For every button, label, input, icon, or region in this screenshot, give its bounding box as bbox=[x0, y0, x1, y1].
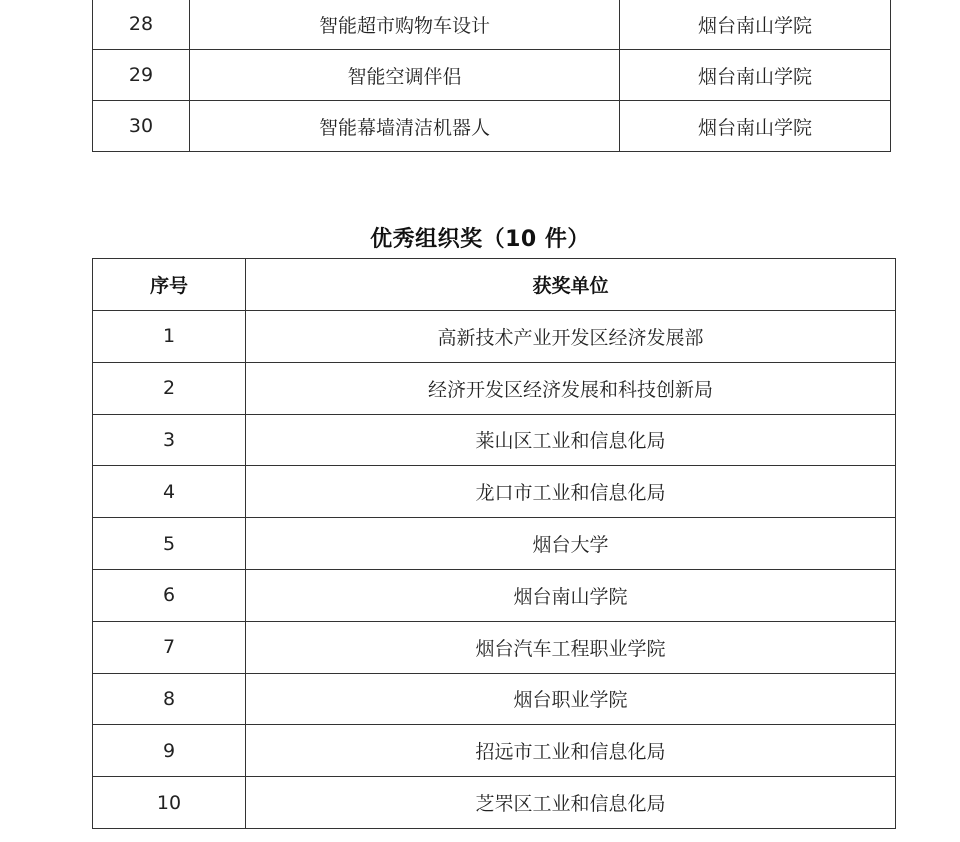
unit-name: 烟台南山学院 bbox=[620, 50, 891, 101]
table-row bbox=[93, 0, 891, 50]
unit-name: 烟台南山学院 bbox=[620, 101, 891, 152]
project-name: 智能幕墙清洁机器人 bbox=[190, 101, 620, 152]
table-row bbox=[93, 50, 891, 101]
table-row bbox=[93, 414, 896, 466]
table-row bbox=[93, 101, 891, 152]
table-row bbox=[93, 673, 896, 725]
row-number: 10 bbox=[93, 777, 246, 829]
row-number: 30 bbox=[93, 101, 190, 152]
unit-name: 烟台南山学院 bbox=[246, 569, 896, 621]
row-number: 8 bbox=[93, 673, 246, 725]
section-title: 优秀组织奖（10 件） bbox=[370, 227, 590, 252]
table-row bbox=[93, 518, 896, 570]
unit-name: 烟台汽车工程职业学院 bbox=[246, 621, 896, 673]
unit-name: 龙口市工业和信息化局 bbox=[246, 466, 896, 518]
project-name: 智能超市购物车设计 bbox=[190, 0, 620, 50]
unit-name: 芝罘区工业和信息化局 bbox=[246, 777, 896, 829]
table-row bbox=[93, 362, 896, 414]
table-row bbox=[93, 621, 896, 673]
table-row bbox=[93, 466, 896, 518]
unit-name: 烟台南山学院 bbox=[620, 0, 891, 50]
row-number: 1 bbox=[93, 311, 246, 363]
table-header-row bbox=[93, 259, 896, 311]
row-number: 6 bbox=[93, 569, 246, 621]
table-row bbox=[93, 777, 896, 829]
row-number: 3 bbox=[93, 414, 246, 466]
row-number: 7 bbox=[93, 621, 246, 673]
project-table bbox=[92, 0, 891, 152]
unit-name: 烟台职业学院 bbox=[246, 673, 896, 725]
table-row bbox=[93, 311, 896, 363]
organization-award-table bbox=[92, 258, 896, 829]
column-header-unit: 获奖单位 bbox=[246, 259, 896, 311]
table-row bbox=[93, 725, 896, 777]
column-header-number: 序号 bbox=[93, 259, 246, 311]
row-number: 2 bbox=[93, 362, 246, 414]
unit-name: 烟台大学 bbox=[246, 518, 896, 570]
row-number: 28 bbox=[93, 0, 190, 50]
row-number: 5 bbox=[93, 518, 246, 570]
row-number: 29 bbox=[93, 50, 190, 101]
row-number: 9 bbox=[93, 725, 246, 777]
unit-name: 经济开发区经济发展和科技创新局 bbox=[246, 362, 896, 414]
unit-name: 高新技术产业开发区经济发展部 bbox=[246, 311, 896, 363]
unit-name: 莱山区工业和信息化局 bbox=[246, 414, 896, 466]
project-name: 智能空调伴侣 bbox=[190, 50, 620, 101]
row-number: 4 bbox=[93, 466, 246, 518]
table-row bbox=[93, 569, 896, 621]
unit-name: 招远市工业和信息化局 bbox=[246, 725, 896, 777]
